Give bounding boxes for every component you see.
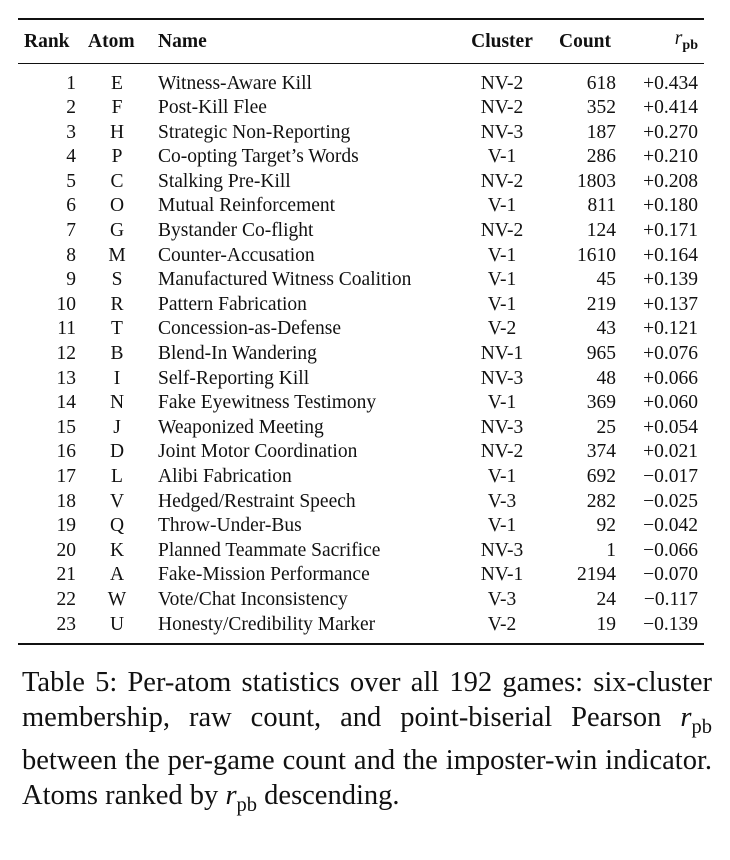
header-rpb bbox=[622, 19, 704, 63]
cell-rank: 11 bbox=[57, 318, 76, 340]
cell-cluster: V-1 bbox=[487, 515, 517, 537]
cell-rpb: +0.139 bbox=[643, 269, 698, 291]
cell-rank: 20 bbox=[56, 539, 76, 561]
cell-atom: R bbox=[110, 293, 124, 315]
cell-rank: 15 bbox=[56, 416, 76, 438]
header-r-symbol: r bbox=[674, 28, 683, 49]
cell-atom: C bbox=[110, 170, 124, 192]
cell-rpb: −0.066 bbox=[643, 539, 698, 561]
cell-name: Co-opting Target’s Words bbox=[158, 146, 359, 168]
cell-name: Pattern Fabrication bbox=[158, 293, 307, 315]
cell-atom: D bbox=[109, 441, 125, 463]
cell-name: Weaponized Meeting bbox=[158, 416, 324, 438]
table-row bbox=[18, 96, 704, 121]
cell-atom: T bbox=[111, 318, 123, 340]
cell-cluster: V-1 bbox=[487, 466, 517, 487]
header-rank: Rank bbox=[24, 30, 70, 52]
cell-atom: G bbox=[109, 220, 125, 242]
table-row bbox=[18, 613, 704, 645]
cell-name: Counter-Accusation bbox=[158, 244, 315, 266]
cell-cluster: NV-2 bbox=[480, 170, 524, 192]
cell-cluster: NV-1 bbox=[480, 343, 524, 365]
cell-atom: V bbox=[109, 490, 125, 512]
cell-count: 1610 bbox=[577, 244, 616, 266]
cell-cluster: NV-2 bbox=[480, 441, 524, 463]
cell-atom: L bbox=[111, 466, 123, 487]
header-atom: Atom bbox=[88, 30, 135, 52]
cell-count: 692 bbox=[586, 466, 616, 487]
cell-name: Throw-Under-Bus bbox=[158, 515, 302, 537]
cell-rpb: +0.121 bbox=[643, 318, 698, 340]
cell-count: 25 bbox=[596, 416, 616, 438]
table-row bbox=[18, 588, 704, 613]
cell-name: Bystander Co-flight bbox=[158, 220, 314, 242]
cell-count: 282 bbox=[586, 490, 616, 512]
cell-atom: B bbox=[110, 343, 124, 365]
cell-cluster: NV-2 bbox=[480, 72, 524, 94]
cell-rank: 19 bbox=[56, 515, 76, 537]
cell-atom: S bbox=[111, 269, 123, 291]
cell-rpb: −0.042 bbox=[643, 515, 698, 537]
cell-count: 1 bbox=[606, 539, 616, 561]
cell-cluster: V-1 bbox=[487, 146, 517, 168]
cell-cluster: NV-3 bbox=[480, 121, 524, 143]
cell-atom: K bbox=[109, 539, 125, 561]
cell-rpb: −0.117 bbox=[643, 588, 698, 610]
cell-name: Concession-as-Defense bbox=[158, 318, 342, 340]
cell-count: 19 bbox=[596, 613, 616, 635]
caption-text-1: Table 5: Per-atom statistics over all 192 games: six-cluster membership, raw count, and point-biserial Pearson bbox=[22, 667, 712, 733]
cell-rank: 7 bbox=[66, 220, 76, 242]
table-row bbox=[18, 317, 704, 342]
cell-count: 24 bbox=[596, 588, 616, 610]
caption-r-symbol-1: r bbox=[680, 701, 692, 733]
cell-rank: 4 bbox=[66, 146, 76, 168]
cell-rpb: +0.414 bbox=[643, 97, 698, 119]
cell-rpb: +0.210 bbox=[643, 146, 698, 168]
cell-rpb: +0.060 bbox=[643, 392, 698, 414]
cell-count: 187 bbox=[586, 121, 616, 143]
cell-count: 92 bbox=[596, 515, 616, 537]
cell-rank: 17 bbox=[56, 466, 76, 487]
cell-name: Blend-In Wandering bbox=[158, 343, 317, 365]
cell-rank: 12 bbox=[56, 343, 76, 365]
cell-cluster: NV-3 bbox=[480, 416, 524, 438]
cell-rank: 6 bbox=[66, 195, 76, 217]
cell-count: 352 bbox=[586, 97, 616, 119]
cell-rpb: +0.021 bbox=[643, 441, 698, 463]
cell-rank: 16 bbox=[56, 441, 76, 463]
cell-atom: U bbox=[109, 613, 125, 635]
header-name: Name bbox=[158, 30, 207, 52]
cell-rank: 13 bbox=[56, 367, 76, 389]
cell-atom: J bbox=[113, 416, 121, 438]
cell-count: 48 bbox=[596, 367, 616, 389]
table-row bbox=[18, 391, 704, 416]
table-row bbox=[18, 219, 704, 244]
cell-cluster: V-1 bbox=[487, 269, 517, 291]
cell-rpb: +0.164 bbox=[643, 244, 698, 266]
cell-count: 1803 bbox=[577, 170, 616, 192]
cell-cluster: NV-2 bbox=[480, 97, 524, 119]
cell-count: 811 bbox=[587, 195, 616, 217]
cell-atom: I bbox=[113, 367, 121, 389]
table-body bbox=[18, 63, 704, 644]
cell-name: Vote/Chat Inconsistency bbox=[158, 588, 348, 610]
table-row bbox=[18, 145, 704, 170]
cell-name: Witness-Aware Kill bbox=[158, 72, 312, 94]
cell-rank: 2 bbox=[66, 97, 76, 119]
table-row bbox=[18, 170, 704, 195]
table-row bbox=[18, 194, 704, 219]
cell-count: 618 bbox=[586, 72, 616, 94]
cell-name: Hedged/Restraint Speech bbox=[158, 490, 356, 512]
table-row bbox=[18, 244, 704, 269]
table-row bbox=[18, 416, 704, 441]
cell-rpb: +0.066 bbox=[643, 367, 698, 389]
cell-cluster: NV-1 bbox=[480, 564, 524, 586]
cell-rank: 9 bbox=[66, 269, 76, 291]
cell-name: Fake-Mission Performance bbox=[158, 564, 370, 586]
table-row bbox=[18, 268, 704, 293]
cell-rpb: −0.017 bbox=[643, 466, 698, 487]
table-row bbox=[18, 342, 704, 367]
table-row bbox=[18, 490, 704, 515]
cell-rank: 3 bbox=[66, 121, 76, 143]
table-caption bbox=[22, 666, 712, 822]
cell-cluster: NV-3 bbox=[480, 367, 524, 389]
cell-rank: 10 bbox=[56, 293, 76, 315]
cell-name: Manufactured Witness Coalition bbox=[158, 269, 412, 291]
cell-count: 45 bbox=[596, 269, 616, 291]
cell-atom: P bbox=[111, 146, 123, 168]
cell-atom: W bbox=[107, 588, 127, 610]
table-row bbox=[18, 121, 704, 146]
cell-rank: 22 bbox=[56, 588, 76, 610]
cell-name: Self-Reporting Kill bbox=[158, 367, 310, 389]
cell-rpb: −0.025 bbox=[643, 490, 698, 512]
table-row bbox=[18, 539, 704, 564]
table-row bbox=[18, 563, 704, 588]
cell-name: Fake Eyewitness Testimony bbox=[158, 392, 377, 414]
cell-name: Joint Motor Coordination bbox=[158, 441, 358, 463]
cell-count: 369 bbox=[586, 392, 616, 414]
table-row bbox=[18, 367, 704, 392]
header-r-subscript: pb bbox=[682, 36, 698, 53]
cell-cluster: V-2 bbox=[487, 613, 517, 635]
caption-text-2: between the per-game count and the imposter-win indicator. Atoms ranked by bbox=[22, 745, 712, 811]
table-header bbox=[18, 19, 704, 63]
cell-rpb: +0.137 bbox=[643, 293, 698, 315]
cell-rank: 23 bbox=[56, 613, 76, 635]
cell-rank: 5 bbox=[66, 170, 76, 192]
cell-count: 2194 bbox=[577, 564, 616, 586]
table-row bbox=[18, 293, 704, 318]
caption-text-3: descending. bbox=[257, 779, 400, 811]
cell-name: Honesty/Credibility Marker bbox=[158, 613, 376, 635]
table-row bbox=[18, 514, 704, 539]
cell-cluster: NV-3 bbox=[480, 539, 524, 561]
cell-rpb: +0.434 bbox=[643, 72, 698, 94]
cell-cluster: V-1 bbox=[487, 195, 517, 217]
caption-r-symbol-2: r bbox=[225, 779, 237, 811]
cell-name: Stalking Pre-Kill bbox=[158, 170, 291, 192]
cell-rpb: +0.076 bbox=[643, 343, 698, 365]
cell-atom: N bbox=[109, 392, 125, 414]
cell-rank: 18 bbox=[56, 490, 76, 512]
cell-atom: Q bbox=[109, 515, 125, 537]
table-row bbox=[18, 63, 704, 96]
cell-cluster: NV-2 bbox=[480, 220, 524, 242]
cell-rank: 8 bbox=[66, 244, 76, 266]
cell-rpb: −0.070 bbox=[643, 564, 698, 586]
cell-atom: M bbox=[108, 244, 126, 266]
cell-rpb: +0.208 bbox=[643, 170, 698, 192]
header-row bbox=[18, 19, 704, 63]
header-count: Count bbox=[558, 30, 612, 52]
cell-rpb: +0.171 bbox=[643, 220, 698, 242]
caption-r-subscript-2: pb bbox=[236, 793, 258, 816]
cell-rank: 1 bbox=[66, 72, 76, 94]
cell-cluster: V-1 bbox=[487, 293, 517, 315]
cell-atom: H bbox=[109, 121, 125, 143]
cell-count: 219 bbox=[586, 293, 616, 315]
cell-name: Strategic Non-Reporting bbox=[158, 121, 351, 143]
cell-rpb: −0.139 bbox=[643, 613, 698, 635]
cell-cluster: V-1 bbox=[487, 392, 517, 414]
cell-rank: 21 bbox=[56, 564, 76, 586]
table-row bbox=[18, 465, 704, 490]
cell-rpb: +0.180 bbox=[643, 195, 698, 217]
cell-name: Post-Kill Flee bbox=[158, 97, 267, 119]
cell-count: 374 bbox=[586, 441, 616, 463]
cell-count: 124 bbox=[586, 220, 616, 242]
cell-rpb: +0.054 bbox=[643, 416, 698, 438]
cell-atom: O bbox=[109, 195, 125, 217]
cell-cluster: V-2 bbox=[487, 318, 517, 340]
cell-atom: A bbox=[109, 564, 125, 586]
cell-count: 43 bbox=[596, 318, 616, 340]
cell-cluster: V-3 bbox=[487, 588, 517, 610]
cell-count: 286 bbox=[586, 146, 616, 168]
cell-atom: E bbox=[111, 72, 123, 94]
cell-count: 965 bbox=[586, 343, 616, 365]
table-row bbox=[18, 440, 704, 465]
cell-cluster: V-3 bbox=[487, 490, 517, 512]
caption-r-subscript-1: pb bbox=[691, 715, 712, 738]
cell-atom: F bbox=[111, 97, 123, 119]
cell-name: Alibi Fabrication bbox=[158, 466, 292, 487]
atom-statistics-table bbox=[18, 18, 704, 645]
cell-rank: 14 bbox=[56, 392, 76, 414]
cell-name: Mutual Reinforcement bbox=[158, 195, 336, 217]
cell-name: Planned Teammate Sacrifice bbox=[158, 539, 381, 561]
cell-cluster: V-1 bbox=[487, 244, 517, 266]
header-cluster: Cluster bbox=[471, 30, 533, 52]
cell-rpb: +0.270 bbox=[643, 121, 698, 143]
